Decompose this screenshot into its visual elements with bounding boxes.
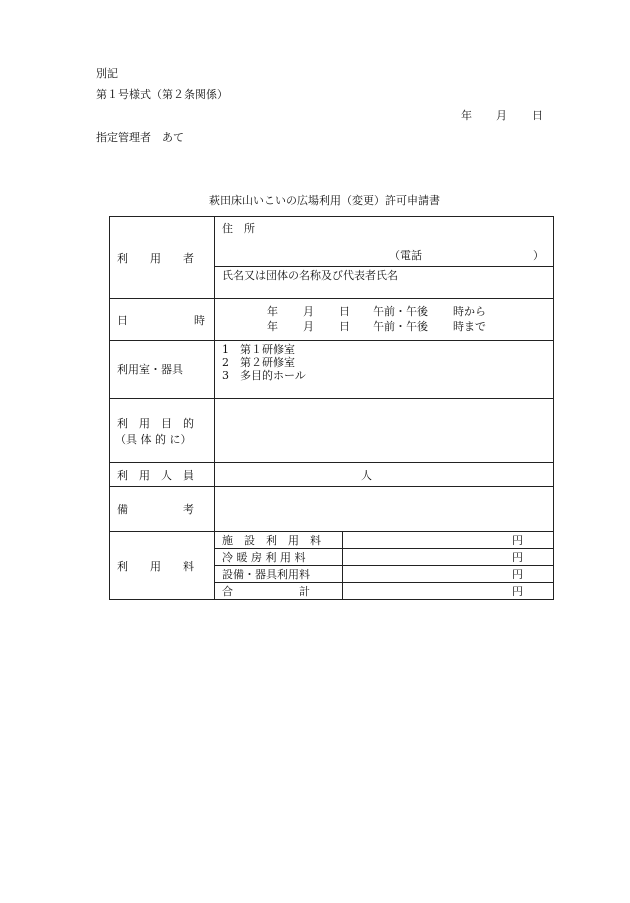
headcount-label: 利 用 人 員 bbox=[117, 469, 194, 482]
fee-row bbox=[110, 532, 554, 549]
form-number: 第１号様式（第２条関係） bbox=[96, 88, 228, 101]
date-year: 年 bbox=[461, 109, 472, 122]
fees-label-cell bbox=[110, 532, 215, 600]
end-ampm: 午前・午後 bbox=[373, 320, 428, 333]
fee-unit-equipment: 円 bbox=[512, 568, 523, 581]
fee-unit-facility: 円 bbox=[512, 534, 523, 547]
rooms-label-cell bbox=[110, 341, 215, 399]
fees-label: 利 用 料 bbox=[117, 560, 194, 573]
headcount-row bbox=[110, 463, 554, 487]
remarks-label-cell bbox=[110, 487, 215, 532]
room-option-1[interactable]: 1 第１研修室 bbox=[222, 343, 295, 356]
fee-amount-cell[interactable] bbox=[343, 583, 554, 600]
start-hour: 時から bbox=[453, 305, 486, 318]
start-ampm: 午前・午後 bbox=[373, 305, 428, 318]
start-year: 年 bbox=[267, 305, 278, 318]
remarks-label: 備 考 bbox=[117, 503, 194, 516]
fee-amount-cell[interactable] bbox=[343, 549, 554, 566]
fee-name-total: 合 計 bbox=[222, 585, 310, 598]
room-option-2[interactable]: 2 第２研修室 bbox=[222, 356, 295, 369]
purpose-label-line2: （具 体 的 に） bbox=[115, 433, 192, 446]
remarks-cell[interactable] bbox=[215, 487, 554, 532]
rooms-label: 利用室・器具 bbox=[117, 363, 183, 376]
end-year: 年 bbox=[267, 320, 278, 333]
address-label: 住 所 bbox=[222, 222, 255, 235]
name-cell[interactable] bbox=[215, 267, 554, 299]
user-address-row bbox=[110, 217, 554, 267]
purpose-row bbox=[110, 399, 554, 463]
end-hour: 時まで bbox=[453, 320, 486, 333]
purpose-label-cell bbox=[110, 399, 215, 463]
name-label: 氏名又は団体の名称及び代表者氏名 bbox=[222, 269, 398, 282]
rooms-row bbox=[110, 341, 554, 399]
fee-name-cell bbox=[215, 583, 343, 600]
datetime-label-cell bbox=[110, 299, 215, 341]
fee-unit-aircon: 円 bbox=[512, 551, 523, 564]
purpose-label-line1: 利 用 目 的 bbox=[117, 417, 194, 430]
fee-name-cell bbox=[215, 549, 343, 566]
headcount-cell[interactable] bbox=[215, 463, 554, 487]
phone-close: ） bbox=[533, 249, 544, 262]
fee-name-facility: 施 設 利 用 料 bbox=[222, 534, 321, 547]
addressee: 指定管理者 あて bbox=[96, 131, 184, 144]
fee-name-aircon: 冷 暖 房 利 用 料 bbox=[222, 551, 306, 564]
headcount-label-cell bbox=[110, 463, 215, 487]
fee-amount-cell[interactable] bbox=[343, 566, 554, 583]
user-label-cell bbox=[110, 217, 215, 299]
address-cell[interactable] bbox=[215, 217, 554, 267]
application-form-table bbox=[109, 216, 554, 600]
datetime-cell[interactable] bbox=[215, 299, 554, 341]
headcount-unit: 人 bbox=[361, 469, 372, 482]
start-month: 月 bbox=[303, 305, 314, 318]
rooms-cell[interactable] bbox=[215, 341, 554, 399]
date-day: 日 bbox=[532, 109, 543, 122]
date-month: 月 bbox=[496, 109, 507, 122]
purpose-cell[interactable] bbox=[215, 399, 554, 463]
fee-name-equipment: 設備・器具利用料 bbox=[222, 568, 310, 581]
room-option-3[interactable]: 3 多目的ホール bbox=[222, 369, 306, 382]
remarks-row bbox=[110, 487, 554, 532]
fee-name-cell bbox=[215, 566, 343, 583]
fee-unit-total: 円 bbox=[512, 585, 523, 598]
datetime-label: 日 時 bbox=[117, 314, 205, 327]
datetime-row bbox=[110, 299, 554, 341]
end-month: 月 bbox=[303, 320, 314, 333]
start-day: 日 bbox=[339, 305, 350, 318]
fee-name-cell bbox=[215, 532, 343, 549]
document-title: 萩田床山いこいの広場利用（変更）許可申請書 bbox=[209, 194, 440, 207]
user-label: 利 用 者 bbox=[117, 252, 194, 265]
end-day: 日 bbox=[339, 320, 350, 333]
fee-amount-cell[interactable] bbox=[343, 532, 554, 549]
appendix-label: 別記 bbox=[96, 67, 118, 80]
phone-open: （電話 bbox=[389, 249, 422, 262]
